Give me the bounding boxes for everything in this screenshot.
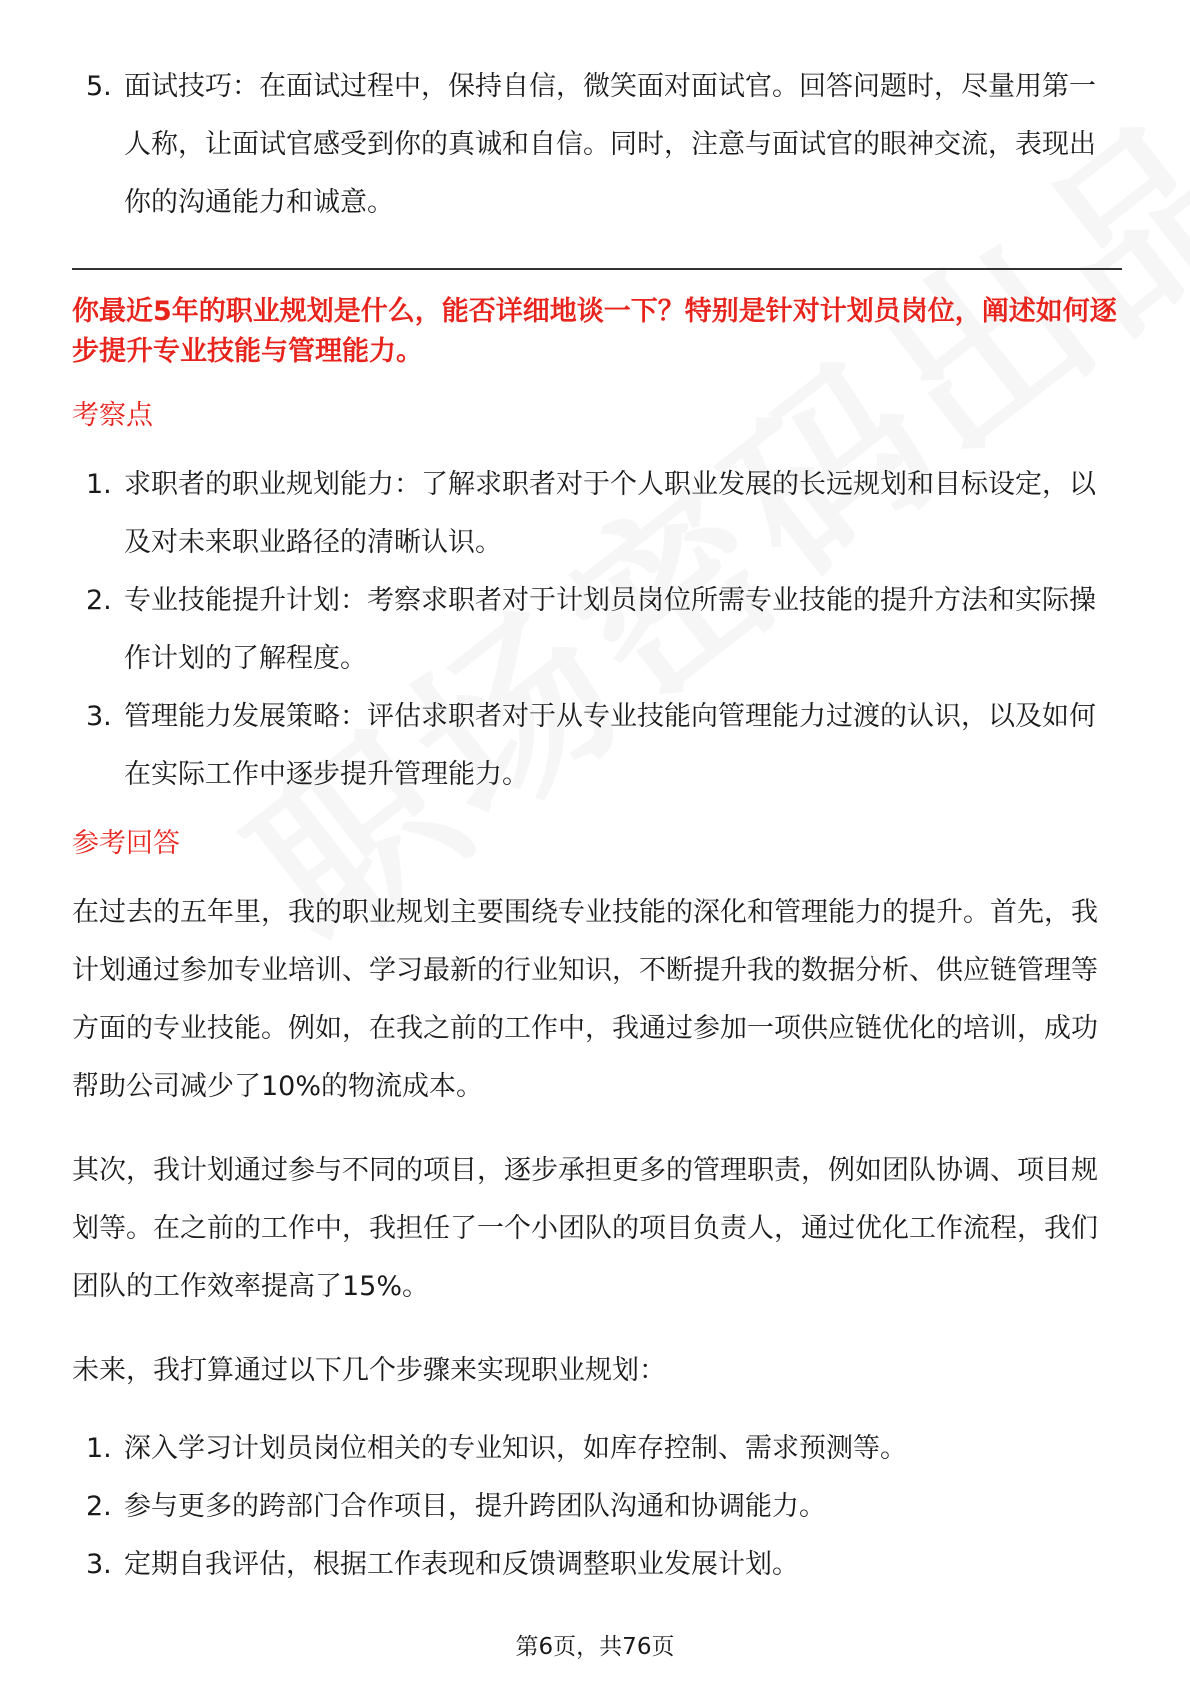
page-number-footer: 第6页，共76页 [515, 1634, 675, 1660]
list-item [72, 58, 1122, 232]
list-item [72, 1478, 1122, 1536]
list-item [72, 456, 1122, 572]
list-item-text: 参与更多的跨部门合作项目，提升跨团队沟通和协调能力。 [124, 1491, 826, 1522]
list-item-text: 专业技能提升计划：考察求职者对于计划员岗位所需专业技能的提升方法和实际操作计划的了解程度。 [124, 585, 1096, 674]
list-item-text: 定期自我评估，根据工作表现和反馈调整职业发展计划。 [124, 1549, 799, 1580]
page-content [72, 58, 1122, 1594]
exam-points-list [72, 456, 1122, 804]
answer-paragraph: 其次，我计划通过参与不同的项目，逐步承担更多的管理职责，例如团队协调、项目规划等。在之前的工作中，我担任了一个小团队的项目负责人，通过优化工作流程，我们团队的工作效率提高了15%。 [72, 1155, 1098, 1302]
answer-paragraph: 在过去的五年里，我的职业规划主要围绕专业技能的深化和管理能力的提升。首先，我计划通过参加专业培训、学习最新的行业知识，不断提升我的数据分析、供应链管理等方面的专业技能。例如，在我之前的工作中，我通过参加一项供应链优化的培训，成功帮助公司减少了10%的物流成本。 [72, 897, 1098, 1102]
list-number: 5. [86, 71, 112, 102]
answer-paragraph: 未来，我打算通过以下几个步骤来实现职业规划： [72, 1355, 666, 1386]
list-item-text: 深入学习计划员岗位相关的专业知识，如库存控制、需求预测等。 [124, 1433, 907, 1464]
reference-answer-heading: 参考回答 [72, 828, 180, 859]
section-divider [72, 268, 1122, 270]
list-item-text: 求职者的职业规划能力：了解求职者对于个人职业发展的长远规划和目标设定，以及对未来职业路径的清晰认识。 [124, 469, 1096, 558]
list-item [72, 1420, 1122, 1478]
exam-points-heading: 考察点 [72, 400, 153, 431]
list-number: 2. [86, 585, 112, 616]
list-item [72, 572, 1122, 688]
interview-tips-list [72, 58, 1122, 232]
list-number: 3. [86, 701, 112, 732]
question-heading: 你最近5年的职业规划是什么，能否详细地谈一下？特别是针对计划员岗位，阐述如何逐步提升专业技能与管理能力。 [72, 296, 1117, 367]
list-item [72, 1536, 1122, 1594]
list-item [72, 688, 1122, 804]
list-number: 1. [86, 469, 112, 500]
list-item-text: 面试技巧：在面试过程中，保持自信，微笑面对面试官。回答问题时，尽量用第一人称，让面试官感受到你的真诚和自信。同时，注意与面试官的眼神交流，表现出你的沟通能力和诚意。 [124, 71, 1096, 218]
list-number: 3. [86, 1549, 112, 1580]
career-steps-list [72, 1420, 1122, 1594]
list-number: 2. [86, 1491, 112, 1522]
list-item-text: 管理能力发展策略：评估求职者对于从专业技能向管理能力过渡的认识，以及如何在实际工作中逐步提升管理能力。 [124, 701, 1096, 790]
list-number: 1. [86, 1433, 112, 1464]
